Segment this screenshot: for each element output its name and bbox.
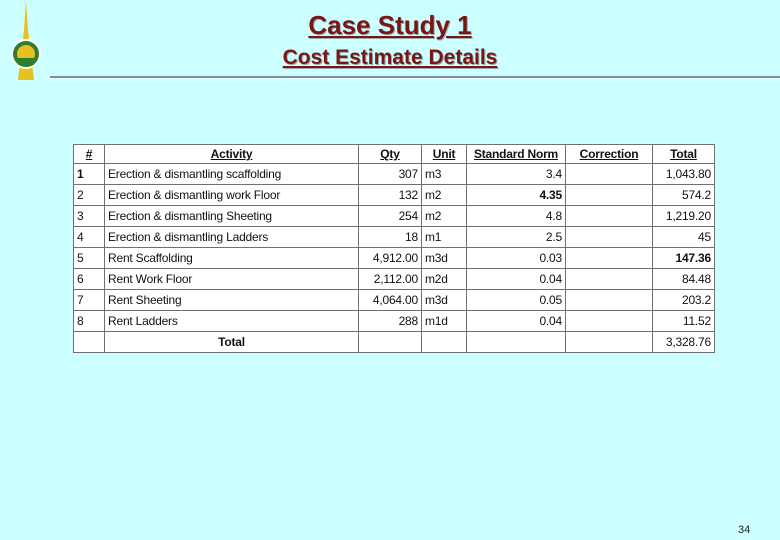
cell-num: 7 (74, 290, 105, 311)
table-header-row (74, 145, 715, 164)
page-number: 34 (738, 524, 751, 536)
cell-activity: Erection & dismantling Ladders (105, 227, 359, 248)
cell-num: 5 (74, 248, 105, 269)
cell-activity: Erection & dismantling Sheeting (105, 206, 359, 227)
cell-num: 3 (74, 206, 105, 227)
cell-unit: m3d (422, 248, 467, 269)
cell-correction (566, 311, 653, 332)
cell-activity: Erection & dismantling work Floor (105, 185, 359, 206)
page-subtitle: Cost Estimate Details (282, 46, 498, 69)
cell-unit: m3d (422, 290, 467, 311)
cell-norm: 0.04 (467, 269, 566, 290)
table-row (74, 227, 715, 248)
cell-norm: 0.04 (467, 311, 566, 332)
cell-activity: Rent Ladders (105, 311, 359, 332)
cell-activity: Rent Sheeting (105, 290, 359, 311)
cell-norm: 2.5 (467, 227, 566, 248)
col-header-correction: Correction (566, 145, 653, 164)
table-row (74, 311, 715, 332)
cost-estimate-table (73, 144, 715, 353)
col-header-num: # (74, 145, 105, 164)
cell-total: 147.36 (653, 248, 715, 269)
total-label: Total (105, 332, 359, 353)
cell-num: 8 (74, 311, 105, 332)
cell-unit: m2 (422, 185, 467, 206)
page-title: Case Study 1 (308, 10, 472, 40)
cell-correction (566, 206, 653, 227)
cell-total: 574.2 (653, 185, 715, 206)
cell-qty: 132 (359, 185, 422, 206)
cell-qty: 18 (359, 227, 422, 248)
cell-correction (566, 269, 653, 290)
cell-total: 11.52 (653, 311, 715, 332)
cell-unit: m3 (422, 164, 467, 185)
col-header-norm: Standard Norm (467, 145, 566, 164)
cell-unit: m2 (422, 206, 467, 227)
table-row (74, 185, 715, 206)
cell-qty: 288 (359, 311, 422, 332)
cell-activity: Rent Work Floor (105, 269, 359, 290)
cell-qty: 4,912.00 (359, 248, 422, 269)
cell-qty: 4,064.00 (359, 290, 422, 311)
cell-empty (467, 332, 566, 353)
cell-empty (566, 332, 653, 353)
table-row (74, 206, 715, 227)
cell-empty (422, 332, 467, 353)
col-header-total: Total (653, 145, 715, 164)
cell-qty: 2,112.00 (359, 269, 422, 290)
cell-total: 203.2 (653, 290, 715, 311)
cell-empty (74, 332, 105, 353)
cell-correction (566, 290, 653, 311)
cell-qty: 254 (359, 206, 422, 227)
cell-activity: Erection & dismantling scaffolding (105, 164, 359, 185)
cell-empty (359, 332, 422, 353)
cell-norm: 4.8 (467, 206, 566, 227)
table-row (74, 164, 715, 185)
table-total-row (74, 332, 715, 353)
cell-unit: m1d (422, 311, 467, 332)
cell-unit: m2d (422, 269, 467, 290)
cell-total: 45 (653, 227, 715, 248)
cell-num: 6 (74, 269, 105, 290)
table-row (74, 269, 715, 290)
col-header-activity: Activity (105, 145, 359, 164)
cell-correction (566, 227, 653, 248)
cell-correction (566, 185, 653, 206)
table-row (74, 248, 715, 269)
col-header-unit: Unit (422, 145, 467, 164)
table-row (74, 290, 715, 311)
total-value: 3,328.76 (653, 332, 715, 353)
cell-norm: 4.35 (467, 185, 566, 206)
cell-num: 2 (74, 185, 105, 206)
cell-norm: 0.05 (467, 290, 566, 311)
cell-num: 1 (74, 164, 105, 185)
cell-correction (566, 248, 653, 269)
cell-qty: 307 (359, 164, 422, 185)
cell-norm: 0.03 (467, 248, 566, 269)
header-divider (50, 76, 780, 79)
cell-total: 84.48 (653, 269, 715, 290)
cell-total: 1,043.80 (653, 164, 715, 185)
cell-total: 1,219.20 (653, 206, 715, 227)
cell-num: 4 (74, 227, 105, 248)
col-header-qty: Qty (359, 145, 422, 164)
cell-norm: 3.4 (467, 164, 566, 185)
cell-activity: Rent Scaffolding (105, 248, 359, 269)
cell-correction (566, 164, 653, 185)
cell-unit: m1 (422, 227, 467, 248)
